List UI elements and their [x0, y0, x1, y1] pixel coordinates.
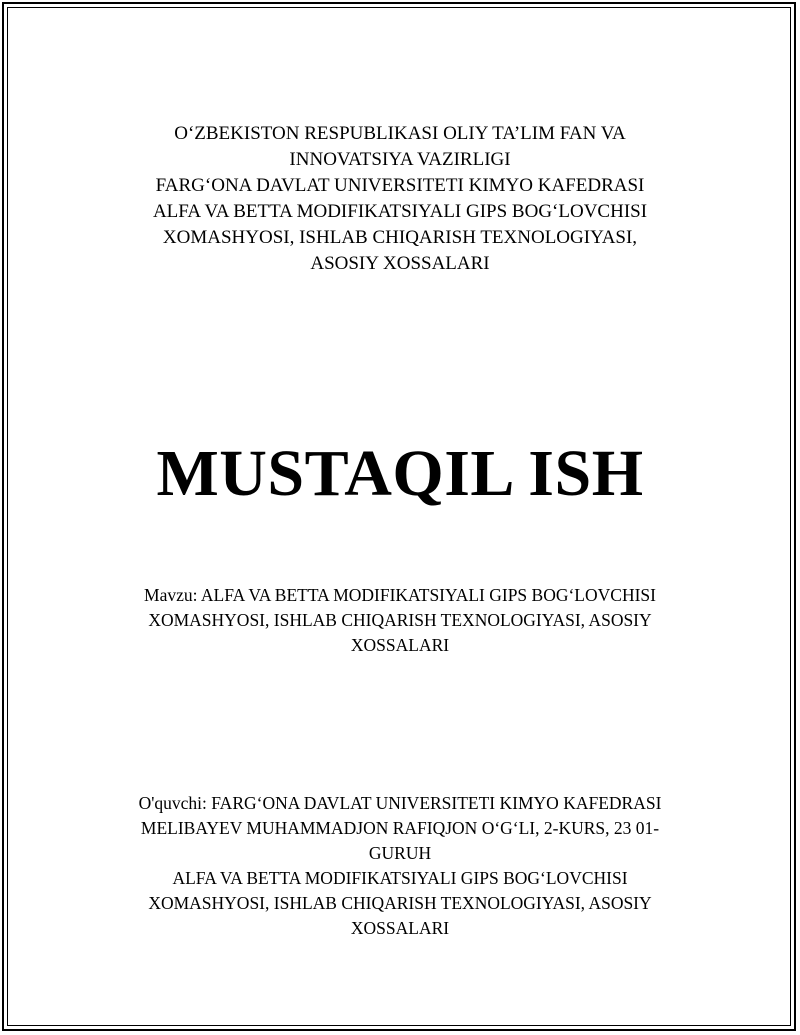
header-line: XOMASHYOSI, ISHLAB CHIQARISH TEXNOLOGIYASI,: [162, 227, 638, 248]
document-title: [50, 431, 750, 517]
header-line: FARG‘ONA DAVLAT UNIVERSITETI KIMYO KAFEDRASI: [155, 175, 645, 196]
header-line: ALFA VA BETTA MODIFIKATSIYALI GIPS BOG‘LOVCHISI: [152, 201, 648, 222]
header-line: INNOVATSIYA VAZIRLIGI: [289, 149, 511, 170]
student-line: O'quvchi: FARG‘ONA DAVLAT UNIVERSITETI KIMYO KAFEDRASI: [138, 793, 662, 813]
header-line: ASOSIY XOSSALARI: [310, 253, 490, 274]
topic-line: Mavzu: ALFA VA BETTA MODIFIKATSIYALI GIPS BOG‘LOVCHISI: [144, 585, 656, 605]
student-line: XOMASHYOSI, ISHLAB CHIQARISH TEXNOLOGIYASI, ASOSIY: [148, 893, 652, 913]
topic-line: XOSSALARI: [350, 635, 450, 655]
topic-section: [100, 583, 700, 658]
title-text: MUSTAQIL ISH: [156, 437, 644, 510]
student-line: ALFA VA BETTA MODIFIKATSIYALI GIPS BOG‘LOVCHISI: [172, 868, 628, 888]
student-line: MELIBAYEV MUHAMMADJON RAFIQJON O‘G‘LI, 2-KURS, 23 01-: [140, 818, 660, 838]
student-line: GURUH: [368, 843, 432, 863]
student-line: XOSSALARI: [350, 918, 450, 938]
topic-line: XOMASHYOSI, ISHLAB CHIQARISH TEXNOLOGIYASI, ASOSIY: [148, 610, 652, 630]
header-line: O‘ZBEKISTON RESPUBLIKASI OLIY TA’LIM FAN VA: [174, 123, 626, 144]
ministry-header: [100, 121, 700, 277]
student-section: [100, 791, 700, 941]
